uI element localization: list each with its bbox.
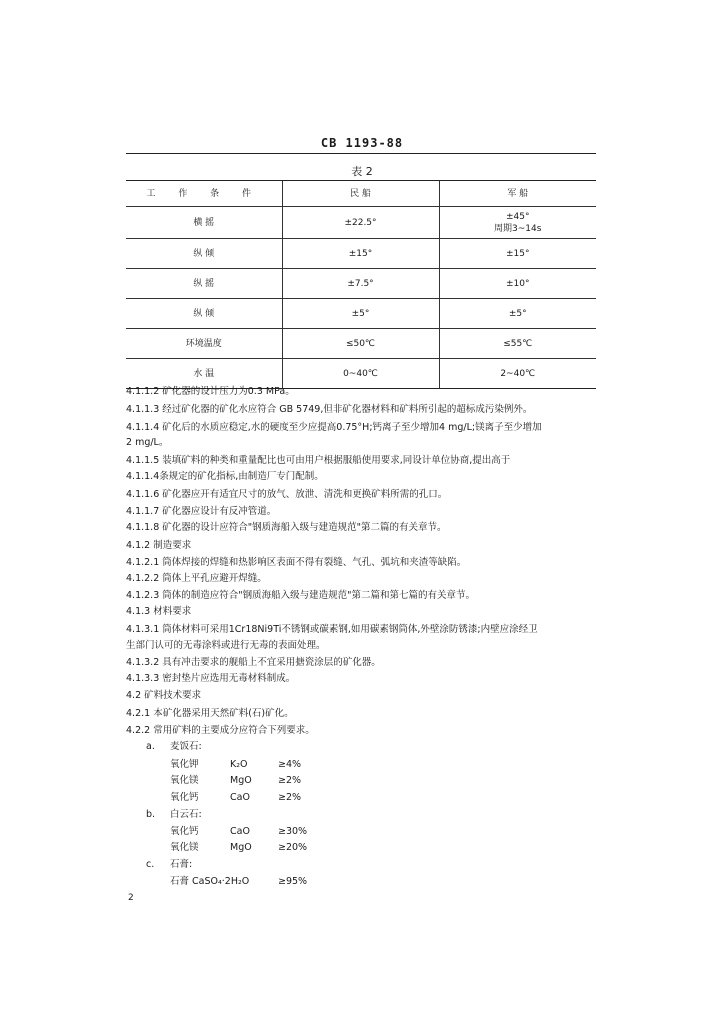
component-name: 氧化钙 [170, 792, 199, 803]
clause-4-1-2-1: 4.1.2.1 筒体焊接的焊缝和热影响区表面不得有裂缝、气孔、弧坑和夹渣等缺陷。 [126, 557, 467, 568]
component-formula: MgO [230, 775, 252, 786]
clause-4-1-3-1-cont: 生部门认可的无毒涂料或进行无毒的表面处理。 [126, 640, 326, 651]
cell-military: ±15° [439, 239, 596, 269]
section-4-1-3: 4.1.3 材料要求 [126, 606, 192, 617]
clause-4-1-2-3: 4.1.2.3 筒体的制造应符合"钢质海船入级与建造规范"第二篇和第七篇的有关章节。 [126, 590, 475, 601]
item-label: b. [146, 809, 156, 820]
cell-condition: 环境温度 [126, 329, 282, 359]
page-number: 2 [128, 893, 134, 903]
component-value: ≥20% [278, 842, 308, 853]
clause-4-1-1-2: 4.1.1.2 矿化器的设计压力为0.3 MPa。 [126, 386, 295, 397]
clause-4-1-1-3: 4.1.1.3 经过矿化器的矿化水应符合 GB 5749,但非矿化器材料和矿料所引起的超标成污染例外。 [126, 404, 533, 415]
cell-military: 2~40℃ [439, 359, 596, 389]
cell-condition: 纵 倾 [126, 239, 282, 269]
col-header-condition: 工 作 条 件 [126, 181, 282, 207]
clause-4-1-1-4-cont: 2 mg/L。 [126, 437, 169, 448]
cell-civil: ±5° [282, 299, 439, 329]
cell-civil: ±15° [282, 239, 439, 269]
component-name: 氧化钾 [170, 759, 199, 770]
cell-civil: ±22.5° [282, 207, 439, 239]
cell-condition: 水 温 [126, 359, 282, 389]
component-value: ≥95% [278, 876, 308, 887]
clause-4-1-1-8: 4.1.1.8 矿化器的设计应符合"钢质海船入级与建造规范"第二篇的有关章节。 [126, 522, 447, 533]
clause-4-1-2-2: 4.1.2.2 筒体上平孔应避开焊缝。 [126, 573, 267, 584]
component-value: ≥30% [278, 826, 308, 837]
clause-4-1-1-7: 4.1.1.7 矿化器应设计有反冲管道。 [126, 506, 277, 517]
cell-condition: 纵 倾 [126, 299, 282, 329]
component-formula: K₂O [230, 759, 248, 770]
cell-military-note: 周期3~14s [494, 223, 542, 234]
clause-4-1-1-5: 4.1.1.5 装填矿料的种类和重量配比也可由用户根据服船使用要求,同设计单位协商,提出高于 [126, 455, 511, 466]
mineral-name: 石膏: [170, 859, 193, 870]
component-name: 氧化镁 [170, 775, 199, 786]
cell-military: ±10° [439, 269, 596, 299]
item-label: a. [146, 741, 155, 752]
component-value: ≥4% [278, 759, 302, 770]
cell-military: ±5° [439, 299, 596, 329]
component-name: 氧化钙 [170, 826, 199, 837]
section-4-1-2: 4.1.2 制造要求 [126, 540, 192, 551]
clause-4-1-3-1: 4.1.3.1 筒体材料可采用1Cr18Ni9Ti不锈钢或碳素钢,如用碳素钢筒体,外壁涂防锈漆;内壁应涂经卫 [126, 624, 538, 635]
mineral-name: 白云石: [170, 809, 202, 820]
component-formula: MgO [230, 842, 252, 853]
component-formula: CaO [230, 792, 250, 803]
clause-4-1-1-5-cont: 4.1.1.4条规定的矿化指标,由制造厂专门配制。 [126, 471, 324, 482]
col-header-civil: 民 船 [282, 181, 439, 207]
cell-condition: 横 摇 [126, 207, 282, 239]
component-name: 氧化镁 [170, 842, 199, 853]
item-label: c. [146, 859, 155, 870]
cell-military-value: ±45° [506, 211, 530, 222]
component-value: ≥2% [278, 792, 302, 803]
component-formula: CaO [230, 826, 250, 837]
clause-4-1-3-2: 4.1.3.2 具有冲击要求的舰船上不宜采用搪瓷涂层的矿化器。 [126, 657, 381, 668]
col-header-military: 军 船 [439, 181, 596, 207]
cell-civil: ≤50℃ [282, 329, 439, 359]
cell-condition: 纵 摇 [126, 269, 282, 299]
cell-civil: 0~40℃ [282, 359, 439, 389]
clause-4-1-1-6: 4.1.1.6 矿化器应开有适宜尺寸的放气、放泄、清洗和更换矿料所需的孔口。 [126, 489, 448, 500]
component-value: ≥2% [278, 775, 302, 786]
mineral-name: 麦饭石: [170, 741, 202, 752]
component-name: 石膏 CaSO₄·2H₂O [170, 876, 250, 887]
table-caption: 表 2 [351, 165, 373, 178]
cell-military: ≤55℃ [439, 329, 596, 359]
standard-number-header: CB 1193-88 [320, 136, 404, 150]
section-4-2: 4.2 矿料技术要求 [126, 690, 202, 701]
clause-4-1-3-3: 4.1.3.3 密封垫片应选用无毒材料制成。 [126, 673, 296, 684]
clause-4-2-1: 4.2.1 本矿化器采用天然矿料(石)矿化。 [126, 708, 294, 719]
clause-4-2-2: 4.2.2 常用矿料的主要成分应符合下列要求。 [126, 725, 315, 736]
clause-4-1-1-4: 4.1.1.4 矿化后的水质应稳定,水的硬度至少应提高0.75°H;钙离子至少增加4 mg/L;镁离子至少增加 [126, 422, 542, 433]
cell-civil: ±7.5° [282, 269, 439, 299]
